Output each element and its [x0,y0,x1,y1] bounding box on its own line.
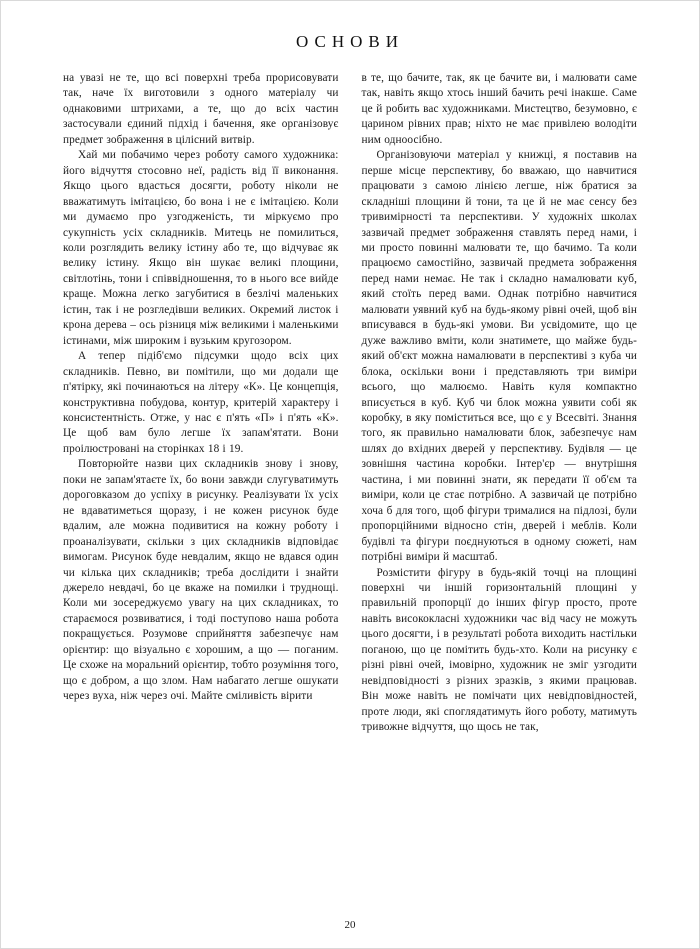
page-number: 20 [344,919,356,931]
paragraph: в те, що бачите, так, як це бачите ви, і малювати саме так, навіть якщо хтось інший бачить речі інакше. Саме це й робить вас художниками. Мистецтво, безумовно, є царином рівних прав; ніхто не має привілею володіти ним одноосібно. [361,72,637,146]
paragraph: А тепер підіб'ємо підсумки щодо всіх цих складників. Певно, ви помітили, що ми додали ще п'ятірку, які починаються на літеру «К». Це концепція, конструктивна побудова, контур, критерій характеру і консистентність. Отже, у нас є п'ять «П» і п'ять «К». Це щоб вам було легше їх запам'ятати. Вони проілюстровані на сторінках 18 і 19. [63,350,339,455]
text-column-right [362,71,638,735]
paragraph: Хай ми побачимо через роботу самого художника: його відчуття стосовно неї, радість від її виконання. Якщо цього вдасться досягти, роботу ніколи не вважатимуть імітацією, бо вона і не є імітацією. Коли ми думаємо про узгодженість, ти міркуємо про сукупність усіх складників. Митець не помилиться, коли розглядить велику істину або те, що відчуває як велику істину. Якщо він шукає великі площини, світлотінь, тони і співвідношення, то в нього все вийде краще. Можна легко загубитися в безлічі маленьких істин, так і не розгледівши великих. Окремий листок і крона дерева – ось різниця між великими і маленькими істинами, між широким і вузьким кругозором. [63,149,339,347]
text-columns [1,71,699,735]
paragraph: Розмістити фігуру в будь-якій точці на площині поверхні чи іншій горизонтальній площині у правильній пропорції до інших фігур просто, проте навіть висококласні художники час від часу не можуть цього досягти, і в результаті робота виходить настільки поганою, що це помітить будь-хто. Коли на рисунку є різні рівні очей, імовірно, художник не зміг узгодити невідповідності з різних зразків, з якими працював. Він може навіть не помічати цих невідповідностей, проте люди, які споглядатимуть його роботу, матимуть тривожне відчуття, що щось не так, [361,566,637,734]
page-title: ОСНОВИ [296,32,404,51]
paragraph: на увазі не те, що всі поверхні треба прорисовувати так, наче їх виготовили з одного матеріалу чи однаковими штрихами, а те, що до всіх частин застосували єдиний підхід і бачення, яке організовує предмет зображення в цілісний витвір. [63,72,339,146]
text-column-left [63,71,339,735]
paragraph: Повторюйте назви цих складників знову і знову, поки не запам'ятаєте їх, бо вони завжди слугуватимуть дороговказом до успіху в рисунку. Реалізувати їх усіх не вдаватиметься щоразу, і не кожен рисунок буде вдалим, але можна подивитися на кожну роботу і проаналізувати, скільки з цих складників відповідає вимогам. Рисунок буде невдалим, якщо не вдався один чи кілька цих складників; треба дослідити і знайти джерело невдачі, бо це вкаже на помилки і труднощі. Коли ми зосереджуємо увагу на цих складниках, то стараємося розвиватися, і тоді поступово наша робота покращується. Розумове сприйняття забезпечує нам орієнтир: що візуально є хорошим, а що — поганим. Це схоже на моральний орієнтир, тобто розуміння того, що є добром, а що злом. Нам набагато легше ошукати через вуха, ніж через очі. Майте сміливість вірити [63,458,339,703]
paragraph: Організовуючи матеріал у книжці, я поставив на перше місце перспективу, бо вважаю, що навчитися працювати з самою лінією легше, ніж братися за складніші площини й тони, та це й не має сенсу без тривимірності та перспективи. У художніх школах зазвичай предмет зображення ставлять перед нами, і ми просто повинні малювати те, що бачимо. Та коли працюємо самостійно, зазвичай предмета зображення перед нами немає. Не так і складно намалювати куб, який стоїть перед вами. Однак потрібно навчитися малювати уявний куб на будь-якому рівні очей, щоб він вписувався в будь-які умови. Ви усвідомите, що це дуже важливо вміти, коли знатимете, що майже будь-який об'єкт можна намалювати в перспективі з куба чи блока, оскільки вони і представляють три виміри всього, що малюємо. Навіть куля компактно вписується в куб. Куб чи блок можна уявити собі як коробку, в яку поміститься все, що є у Всесвіті. Знання того, як правильно намалювати блок, забезпечує нам шлях до вхідних дверей у перспективу. Будівля — це зовнішня частина коробки. Інтер'єр — внутрішня частина, і ми повинні знати, як передати її об'єм та виміри, коли це стає потрібно. А зазвичай це потрібно хоча б для того, щоб фігури трималися на підлозі, були пропорційними відносно стін, дверей і меблів. Коли будівлі та фігури поєднуються в одному сюжеті, нам потрібні виміри й масштаб. [361,149,637,564]
